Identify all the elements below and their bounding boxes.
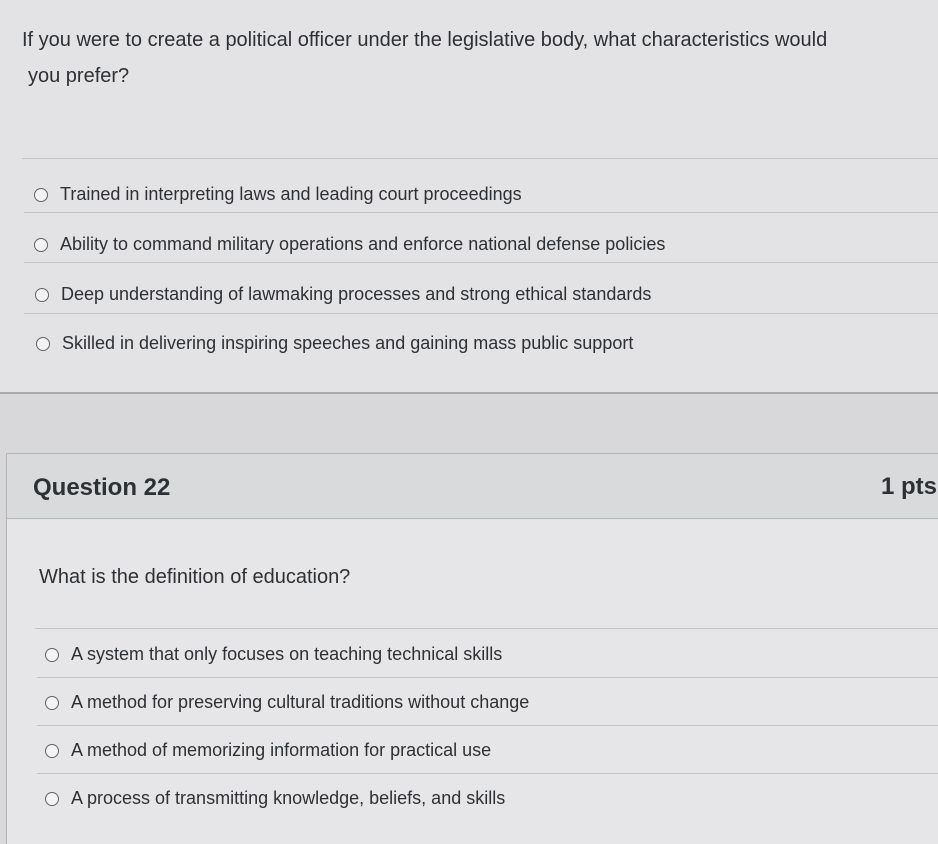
radio-button[interactable] <box>45 648 59 662</box>
q22-option-3-label: A method of memorizing information for practical use <box>71 740 492 760</box>
q21-option-2[interactable] <box>34 234 665 255</box>
radio-button[interactable] <box>45 792 59 806</box>
q21-option-4[interactable] <box>36 333 633 354</box>
q21-option-1[interactable] <box>34 184 522 205</box>
option-divider <box>24 313 938 314</box>
question-header <box>7 454 938 519</box>
q21-option-3[interactable] <box>35 284 651 305</box>
q22-option-1-label: A system that only focuses on teaching technical skills <box>71 644 503 664</box>
option-divider <box>24 212 938 213</box>
radio-button[interactable] <box>35 288 49 302</box>
question-21-card <box>0 0 938 394</box>
question-title: Question 22 <box>33 474 171 501</box>
radio-button[interactable] <box>45 696 59 710</box>
question-points: 1 pts <box>880 473 937 500</box>
radio-button[interactable] <box>34 238 48 252</box>
q22-option-3[interactable] <box>45 740 491 761</box>
question-22-divider <box>35 628 938 629</box>
question-21-text-line2: you prefer? <box>28 65 130 87</box>
question-21-text <box>22 22 902 94</box>
option-divider <box>37 677 938 678</box>
q21-option-4-label: Skilled in delivering inspiring speeches and gaining mass public support <box>62 333 634 353</box>
q22-option-2-label: A method for preserving cultural traditions without change <box>71 692 530 712</box>
q22-option-4[interactable] <box>45 788 505 809</box>
radio-button[interactable] <box>45 744 59 758</box>
radio-button[interactable] <box>36 337 50 351</box>
question-21-divider <box>22 158 938 159</box>
option-divider <box>37 725 938 726</box>
question-22-text: What is the definition of education? <box>39 566 351 588</box>
q22-option-4-label: A process of transmitting knowledge, beliefs, and skills <box>71 788 506 808</box>
question-21-text-line1: If you were to create a political officer under the legislative body, what characteristics would <box>22 29 828 51</box>
option-divider <box>24 262 938 263</box>
q22-option-2[interactable] <box>45 692 529 713</box>
radio-button[interactable] <box>34 188 48 202</box>
q21-option-1-label: Trained in interpreting laws and leading court proceedings <box>60 184 522 204</box>
question-22-card <box>6 453 938 844</box>
q21-option-2-label: Ability to command military operations and enforce national defense policies <box>60 234 666 254</box>
q22-option-1[interactable] <box>45 644 502 665</box>
option-divider <box>37 773 938 774</box>
q21-option-3-label: Deep understanding of lawmaking processes and strong ethical standards <box>61 284 652 304</box>
